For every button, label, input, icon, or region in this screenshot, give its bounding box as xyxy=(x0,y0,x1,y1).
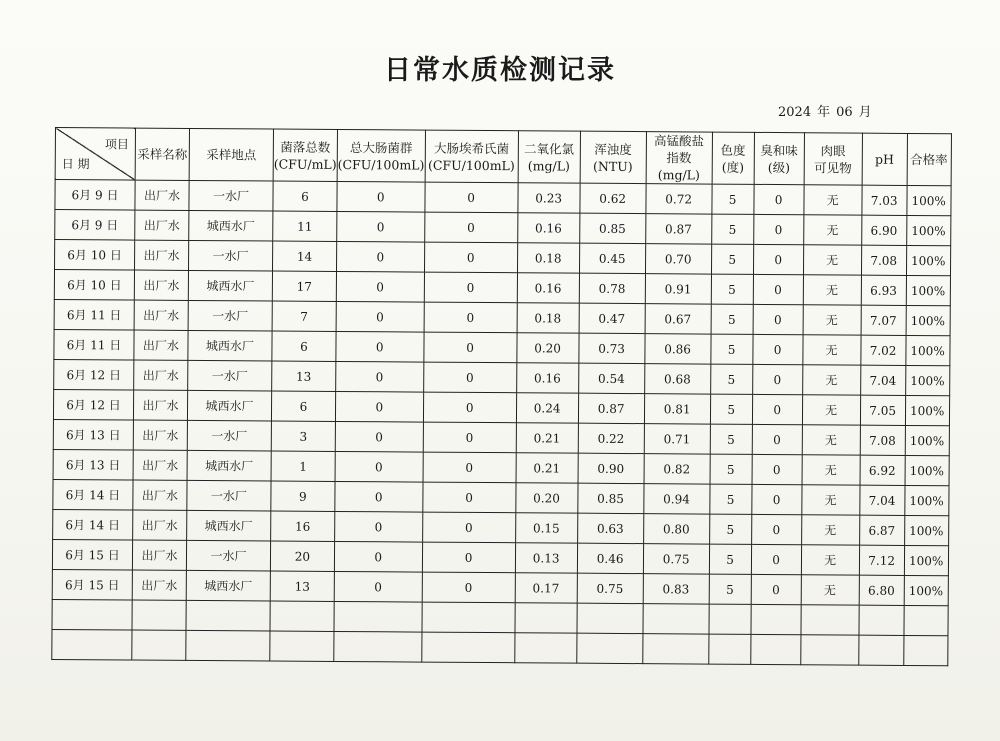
column-header-ph xyxy=(862,133,907,185)
column-header-turbidity xyxy=(580,131,646,183)
empty-table-row xyxy=(52,629,948,665)
cell-ecoli: 0 xyxy=(424,332,517,363)
date-month-unit: 月 xyxy=(858,105,872,120)
empty-cell xyxy=(421,632,514,663)
cell-odor: 0 xyxy=(752,364,802,394)
cell-pass: 100% xyxy=(904,485,948,515)
cell-turbidity: 0.47 xyxy=(579,303,645,333)
empty-cell xyxy=(422,602,515,633)
column-header-ecoli xyxy=(425,130,518,183)
empty-cell xyxy=(132,630,186,660)
date-year: 2024 xyxy=(778,105,812,120)
cell-clo2: 0.17 xyxy=(515,573,577,603)
cell-odor: 0 xyxy=(753,334,803,364)
cell-colony: 13 xyxy=(270,571,334,601)
empty-cell xyxy=(52,629,132,660)
cell-pass: 100% xyxy=(906,245,950,275)
cell-coliform: 0 xyxy=(335,451,423,482)
cell-coliform: 0 xyxy=(336,361,424,392)
cell-coliform: 0 xyxy=(337,211,425,242)
column-header-line: (CFU/100mL) xyxy=(427,157,515,173)
cell-colony: 1 xyxy=(271,451,335,481)
cell-colony: 17 xyxy=(272,271,336,301)
empty-cell xyxy=(132,600,186,630)
cell-colony: 20 xyxy=(270,541,334,571)
column-header-line: 二氧化氯 xyxy=(523,140,575,157)
cell-ph: 7.12 xyxy=(859,545,904,575)
empty-cell xyxy=(858,635,903,665)
column-header-line: (CFU/100mL) xyxy=(337,156,425,173)
cell-pass: 100% xyxy=(905,425,949,455)
cell-name: 出厂水 xyxy=(133,510,187,540)
cell-colony: 9 xyxy=(271,481,335,511)
cell-color: 5 xyxy=(710,364,752,394)
cell-permanganate: 0.91 xyxy=(645,274,711,304)
column-header-line: 可见物 xyxy=(814,159,852,176)
cell-turbidity: 0.85 xyxy=(579,213,645,243)
cell-name: 出厂水 xyxy=(132,540,186,570)
cell-color: 5 xyxy=(710,394,752,424)
water-quality-table xyxy=(51,127,951,666)
cell-ph: 7.04 xyxy=(859,485,904,515)
cell-ph: 6.93 xyxy=(861,275,906,305)
cell-color: 5 xyxy=(711,304,753,334)
empty-cell xyxy=(514,633,576,663)
cell-color: 5 xyxy=(711,214,753,244)
empty-cell xyxy=(270,601,334,631)
cell-clo2: 0.20 xyxy=(517,333,579,363)
cell-turbidity: 0.78 xyxy=(579,273,645,303)
column-header-line: (级) xyxy=(767,159,791,175)
cell-coliform: 0 xyxy=(336,331,424,362)
cell-ecoli: 0 xyxy=(423,392,516,423)
empty-cell xyxy=(186,630,270,661)
empty-cell xyxy=(800,635,858,665)
column-header-line: (CFU/mL) xyxy=(273,156,337,172)
empty-cell xyxy=(859,605,904,635)
cell-clo2: 0.24 xyxy=(516,393,578,423)
cell-clo2: 0.16 xyxy=(517,213,579,243)
empty-cell xyxy=(801,605,859,635)
cell-ecoli: 0 xyxy=(425,182,518,213)
cell-clo2: 0.23 xyxy=(518,183,580,213)
cell-coliform: 0 xyxy=(336,271,424,302)
cell-clo2: 0.16 xyxy=(517,273,579,303)
empty-cell xyxy=(334,631,422,662)
empty-cell xyxy=(576,633,642,663)
column-header-line: (NTU) xyxy=(593,158,633,174)
cell-turbidity: 0.63 xyxy=(577,513,643,543)
column-header-line: 合格率 xyxy=(910,151,948,168)
cell-colony: 3 xyxy=(271,421,335,451)
cell-coliform: 0 xyxy=(336,301,424,332)
cell-visible: 无 xyxy=(803,215,861,245)
corner-header-cell xyxy=(55,128,135,181)
cell-clo2: 0.21 xyxy=(516,423,578,453)
empty-cell xyxy=(270,631,334,661)
cell-ph: 6.87 xyxy=(859,515,904,545)
cell-site: 一水厂 xyxy=(188,360,272,391)
cell-odor: 0 xyxy=(753,274,803,304)
cell-odor: 0 xyxy=(751,574,801,604)
cell-turbidity: 0.87 xyxy=(578,393,644,423)
cell-colony: 6 xyxy=(273,181,337,211)
cell-turbidity: 0.73 xyxy=(579,333,645,363)
cell-coliform: 0 xyxy=(336,241,424,272)
cell-turbidity: 0.45 xyxy=(579,243,645,273)
cell-name: 出厂水 xyxy=(134,270,188,300)
cell-permanganate: 0.80 xyxy=(643,514,709,544)
column-header-line: 大肠埃希氏菌 xyxy=(433,140,510,156)
cell-permanganate: 0.70 xyxy=(645,244,711,274)
cell-name: 出厂水 xyxy=(132,570,186,600)
cell-ph: 7.08 xyxy=(861,245,906,275)
cell-odor: 0 xyxy=(751,484,801,514)
cell-ecoli: 0 xyxy=(424,212,517,243)
column-header-colony xyxy=(273,129,337,181)
empty-cell xyxy=(903,635,947,665)
cell-odor: 0 xyxy=(754,184,804,214)
cell-clo2: 0.15 xyxy=(515,513,577,543)
cell-visible: 无 xyxy=(801,575,859,605)
cell-site: 城西水厂 xyxy=(187,450,271,481)
empty-cell xyxy=(709,604,751,634)
cell-name: 出厂水 xyxy=(133,450,187,480)
date-year-unit: 年 xyxy=(817,105,831,120)
cell-turbidity: 0.46 xyxy=(577,543,643,573)
empty-cell xyxy=(642,634,708,664)
column-header-line: 采样名称 xyxy=(137,146,188,162)
cell-site: 一水厂 xyxy=(186,540,270,571)
cell-site: 一水厂 xyxy=(188,300,272,331)
cell-name: 出厂水 xyxy=(135,210,189,240)
cell-site: 城西水厂 xyxy=(189,210,273,241)
cell-name: 出厂水 xyxy=(135,180,189,210)
cell-visible: 无 xyxy=(804,185,862,215)
table-body xyxy=(52,180,951,666)
cell-permanganate: 0.68 xyxy=(644,364,710,394)
cell-pass: 100% xyxy=(907,185,951,215)
cell-ecoli: 0 xyxy=(424,302,517,333)
cell-ph: 6.90 xyxy=(861,215,906,245)
cell-pass: 100% xyxy=(906,275,950,305)
cell-date: 6月 9 日 xyxy=(55,210,135,241)
cell-clo2: 0.21 xyxy=(516,453,578,483)
column-header-color xyxy=(712,132,754,184)
cell-ecoli: 0 xyxy=(423,422,516,453)
cell-ecoli: 0 xyxy=(424,272,517,303)
cell-color: 5 xyxy=(711,244,753,274)
cell-permanganate: 0.86 xyxy=(645,334,711,364)
empty-cell xyxy=(750,634,800,664)
date-month: 06 xyxy=(836,105,853,120)
page-title: 日常水质检测记录 xyxy=(384,55,616,86)
cell-pass: 100% xyxy=(905,365,949,395)
cell-ph: 7.08 xyxy=(860,425,905,455)
cell-color: 5 xyxy=(711,334,753,364)
cell-site: 一水厂 xyxy=(187,480,271,511)
cell-date: 6月 15 日 xyxy=(52,569,132,600)
cell-name: 出厂水 xyxy=(135,240,189,270)
cell-ecoli: 0 xyxy=(423,362,516,393)
column-header-name xyxy=(135,128,189,180)
cell-visible: 无 xyxy=(802,365,860,395)
column-header-line: 采样地点 xyxy=(206,147,257,163)
cell-colony: 16 xyxy=(271,511,335,541)
cell-pass: 100% xyxy=(906,305,950,335)
cell-date: 6月 10 日 xyxy=(54,270,134,301)
cell-turbidity: 0.90 xyxy=(578,453,644,483)
column-header-line: 总大肠菌群 xyxy=(349,139,413,155)
cell-coliform: 0 xyxy=(335,421,423,452)
cell-pass: 100% xyxy=(905,395,949,425)
cell-coliform: 0 xyxy=(335,481,423,512)
cell-visible: 无 xyxy=(802,395,860,425)
cell-odor: 0 xyxy=(753,244,803,274)
cell-visible: 无 xyxy=(802,455,860,485)
column-header-permanganate xyxy=(646,132,712,184)
cell-turbidity: 0.85 xyxy=(577,483,643,513)
cell-date: 6月 11 日 xyxy=(54,329,134,360)
cell-site: 城西水厂 xyxy=(188,330,272,361)
cell-coliform: 0 xyxy=(334,541,422,572)
cell-odor: 0 xyxy=(753,304,803,334)
column-header-line: 臭和味 xyxy=(760,142,798,158)
cell-ecoli: 0 xyxy=(422,572,515,603)
cell-colony: 13 xyxy=(272,361,336,391)
cell-odor: 0 xyxy=(753,214,803,244)
cell-ecoli: 0 xyxy=(423,452,516,483)
cell-clo2: 0.18 xyxy=(517,243,579,273)
cell-pass: 100% xyxy=(906,215,950,245)
cell-name: 出厂水 xyxy=(134,360,188,390)
cell-name: 出厂水 xyxy=(133,420,187,450)
cell-visible: 无 xyxy=(801,545,859,575)
empty-cell xyxy=(577,603,643,633)
cell-coliform: 0 xyxy=(334,571,422,602)
column-header-coliform xyxy=(337,129,425,182)
column-header-visible xyxy=(804,133,862,185)
cell-odor: 0 xyxy=(752,424,802,454)
record-date xyxy=(778,101,878,120)
cell-permanganate: 0.71 xyxy=(644,424,710,454)
corner-label-item: 项目 xyxy=(104,137,129,152)
cell-pass: 100% xyxy=(904,575,948,605)
cell-site: 城西水厂 xyxy=(187,390,271,421)
column-header-clo2 xyxy=(518,131,580,183)
empty-cell xyxy=(751,604,801,634)
cell-odor: 0 xyxy=(752,394,802,424)
empty-cell xyxy=(334,601,422,632)
cell-site: 城西水厂 xyxy=(187,510,271,541)
cell-coliform: 0 xyxy=(335,511,423,542)
column-header-line: 肉眼 xyxy=(820,142,846,159)
cell-colony: 6 xyxy=(271,391,335,421)
cell-turbidity: 0.22 xyxy=(578,423,644,453)
cell-odor: 0 xyxy=(752,454,802,484)
cell-visible: 无 xyxy=(801,485,859,515)
cell-name: 出厂水 xyxy=(134,330,188,360)
cell-ph: 7.07 xyxy=(861,305,906,335)
cell-odor: 0 xyxy=(751,514,801,544)
column-header-line: 菌落总数 xyxy=(280,139,331,155)
cell-visible: 无 xyxy=(801,515,859,545)
cell-ecoli: 0 xyxy=(422,512,515,543)
column-header-line: pH xyxy=(874,151,894,167)
empty-cell xyxy=(52,599,132,630)
cell-color: 5 xyxy=(709,484,751,514)
cell-ph: 6.92 xyxy=(860,455,905,485)
column-header-pass xyxy=(907,133,951,185)
cell-coliform: 0 xyxy=(337,181,425,212)
empty-cell xyxy=(515,603,577,633)
cell-ecoli: 0 xyxy=(424,242,517,273)
cell-visible: 无 xyxy=(802,335,860,365)
cell-date: 6月 11 日 xyxy=(54,299,134,330)
cell-turbidity: 0.62 xyxy=(580,183,646,213)
cell-clo2: 0.18 xyxy=(517,303,579,333)
cell-ecoli: 0 xyxy=(422,482,515,513)
cell-odor: 0 xyxy=(751,544,801,574)
cell-pass: 100% xyxy=(904,545,948,575)
cell-date: 6月 12 日 xyxy=(53,389,133,420)
cell-color: 5 xyxy=(710,424,752,454)
cell-visible: 无 xyxy=(803,245,861,275)
cell-ph: 7.05 xyxy=(860,395,905,425)
cell-colony: 7 xyxy=(272,301,336,331)
column-header-line: 指数 xyxy=(666,150,692,166)
cell-clo2: 0.13 xyxy=(515,543,577,573)
empty-cell xyxy=(904,605,948,635)
cell-date: 6月 15 日 xyxy=(52,539,132,570)
cell-date: 6月 14 日 xyxy=(53,509,133,540)
cell-name: 出厂水 xyxy=(134,300,188,330)
cell-site: 城西水厂 xyxy=(188,270,272,301)
cell-color: 5 xyxy=(712,184,754,214)
cell-colony: 6 xyxy=(272,331,336,361)
cell-ph: 6.80 xyxy=(859,575,904,605)
cell-date: 6月 10 日 xyxy=(55,240,135,271)
cell-clo2: 0.20 xyxy=(515,483,577,513)
column-header-line: 高锰酸盐 xyxy=(653,133,705,149)
cell-turbidity: 0.54 xyxy=(578,363,644,393)
cell-permanganate: 0.94 xyxy=(643,484,709,514)
cell-site: 一水厂 xyxy=(187,420,271,451)
empty-cell xyxy=(643,604,709,634)
cell-pass: 100% xyxy=(905,335,949,365)
cell-color: 5 xyxy=(711,274,753,304)
column-header-line: (mg/L) xyxy=(527,157,570,174)
cell-clo2: 0.16 xyxy=(516,363,578,393)
cell-visible: 无 xyxy=(802,425,860,455)
cell-date: 6月 9 日 xyxy=(55,180,135,211)
cell-color: 5 xyxy=(709,544,751,574)
cell-colony: 11 xyxy=(273,211,337,241)
cell-ph: 7.03 xyxy=(862,185,907,215)
table-header-row xyxy=(55,128,951,186)
cell-name: 出厂水 xyxy=(133,480,187,510)
column-header-line: 色度 xyxy=(720,142,746,158)
column-header-site xyxy=(189,128,273,181)
cell-site: 城西水厂 xyxy=(186,570,270,601)
cell-permanganate: 0.81 xyxy=(644,394,710,424)
cell-permanganate: 0.87 xyxy=(645,214,711,244)
cell-color: 5 xyxy=(710,454,752,484)
cell-ph: 7.02 xyxy=(860,335,905,365)
cell-color: 5 xyxy=(709,514,751,544)
cell-site: 一水厂 xyxy=(189,240,273,271)
cell-permanganate: 0.72 xyxy=(646,184,712,214)
cell-date: 6月 14 日 xyxy=(53,479,133,510)
cell-turbidity: 0.75 xyxy=(577,573,643,603)
empty-cell xyxy=(186,600,270,631)
cell-pass: 100% xyxy=(905,455,949,485)
cell-visible: 无 xyxy=(803,275,861,305)
cell-ph: 7.04 xyxy=(860,365,905,395)
column-header-line: 浑浊度 xyxy=(594,141,632,157)
cell-date: 6月 13 日 xyxy=(53,449,133,480)
cell-name: 出厂水 xyxy=(133,390,187,420)
corner-label-date: 日 期 xyxy=(61,157,90,172)
column-header-line: (mg/L) xyxy=(657,167,700,183)
cell-coliform: 0 xyxy=(335,391,423,422)
empty-cell xyxy=(708,634,750,664)
cell-permanganate: 0.82 xyxy=(644,454,710,484)
cell-pass: 100% xyxy=(904,515,948,545)
cell-colony: 14 xyxy=(272,241,336,271)
cell-ecoli: 0 xyxy=(422,542,515,573)
cell-site: 一水厂 xyxy=(189,180,273,211)
cell-permanganate: 0.75 xyxy=(643,544,709,574)
column-header-odor xyxy=(754,132,804,184)
cell-visible: 无 xyxy=(803,305,861,335)
cell-color: 5 xyxy=(709,574,751,604)
cell-permanganate: 0.67 xyxy=(645,304,711,334)
cell-date: 6月 13 日 xyxy=(53,419,133,450)
column-header-line: (度) xyxy=(721,159,745,175)
cell-permanganate: 0.83 xyxy=(643,574,709,604)
cell-date: 6月 12 日 xyxy=(54,359,134,390)
